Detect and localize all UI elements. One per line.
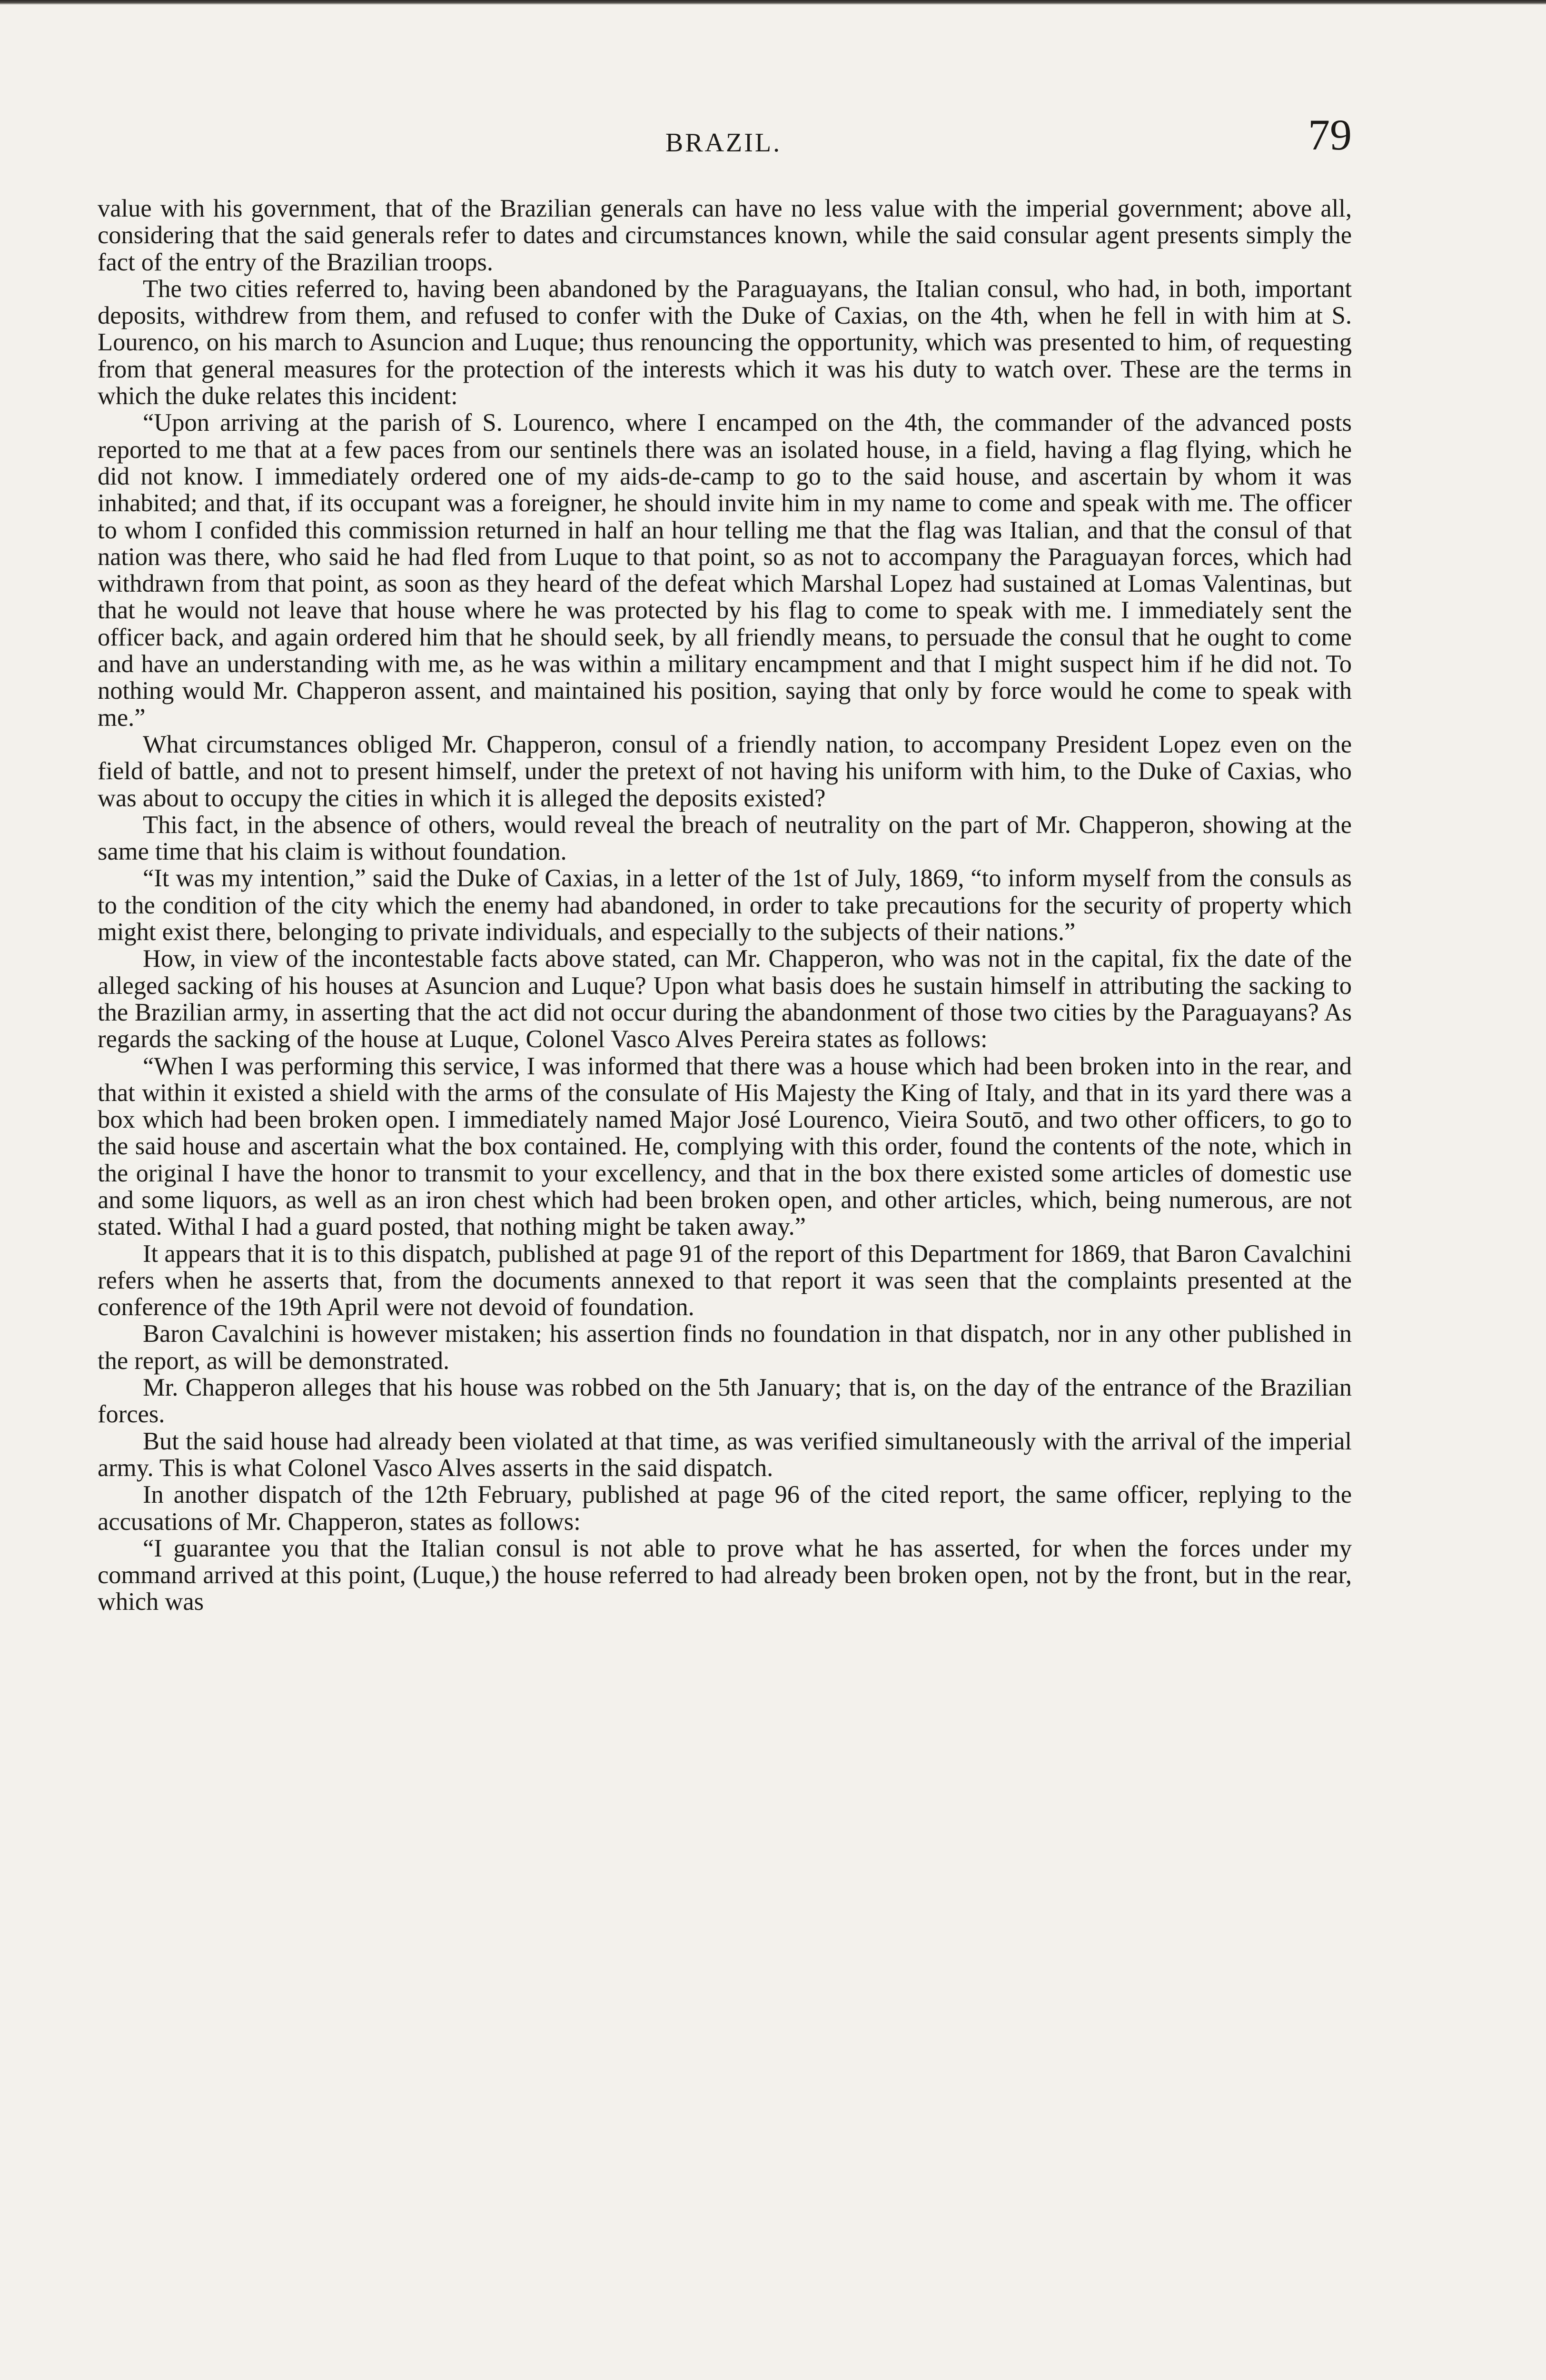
paragraph: How, in view of the incontestable facts above stated, can Mr. Chapperon, who was not in the capital, fix the date of the alleged sacking of his houses at Asuncion and Luque? Upon what basis does he sustain himself in attributing the sacking to the Brazilian army, in asserting that the act did not occur during the abandonment of those two cities by the Paraguayans? As regards the sacking of the house at Luque, Colonel Vasco Alves Pereira states as follows: [98,945,1352,1053]
quoted-paragraph: “Upon arriving at the parish of S. Lourenco, where I encamped on the 4th, the commander of the advanced posts reported to me that at a few paces from our sentinels there was an isolated house, in a field, having a flag flying, which he did not know. I immediately ordered one of my aids-de-camp to go to the said house, and ascertain by whom it was inhabited; and that, if its occupant was a foreigner, he should invite him in my name to come and speak with me. The officer to whom I confided this commission returned in half an hour telling me that the flag was Italian, and that the consul of that nation was there, who said he had fled from Luque to that point, so as not to accompany the Paraguayan forces, which had withdrawn from that point, as soon as they heard of the defeat which Marshal Lopez had sustained at Lomas Valentinas, but that he would not leave that house where he was protected by his flag to come to speak with me. I immediately sent the officer back, and again ordered him that he should seek, by all friendly means, to persuade the consul that he ought to come and have an understanding with me, as he was within a military encampment and that I might suspect him if he did not. To nothing would Mr. Chapperon assent, and maintained his position, saying that only by force would he come to speak with me.” [98,409,1352,732]
paragraph: It appears that it is to this dispatch, published at page 91 of the report of this Department for 1869, that Baron Cavalchini refers when he asserts that, from the documents annexed to that report it was seen that the complaints presented at the conference of the 19th April were not devoid of foundation. [98,1240,1352,1321]
paragraph: But the said house had already been violated at that time, as was verified simultaneously with the arrival of the imperial army. This is what Colonel Vasco Alves asserts in the said dispatch. [98,1427,1352,1482]
paragraph: In another dispatch of the 12th February, published at page 96 of the cited report, the same officer, replying to the accusations of Mr. Chapperon, states as follows: [98,1481,1352,1536]
quoted-paragraph: “I guarantee you that the Italian consul is not able to prove what he has asserted, for when the forces under my command arrived at this point, (Luque,) the house referred to had already been broken open, not by the front, but in the rear, which was [98,1534,1352,1616]
scan-edge-rule [0,0,1546,5]
paragraph: Baron Cavalchini is however mistaken; his assertion finds no foundation in that dispatch, nor in any other published in the report, as will be demonstrated. [98,1320,1352,1375]
paragraph: What circumstances obliged Mr. Chapperon, consul of a friendly nation, to accompany President Lopez even on the field of battle, and not to present himself, under the pretext of not having his uniform with him, to the Duke of Caxias, who was about to occupy the cities in which it is alleged the deposits existed? [98,730,1352,812]
quoted-paragraph: “When I was performing this service, I was informed that there was a house which had been broken into in the rear, and that within it existed a shield with the arms of the consulate of His Majesty the King of Italy, and that in its yard there was a box which had been broken open. I immediately named Major José Lourenco, Vieira Soutō, and two other officers, to go to the said house and ascertain what the box contained. He, complying with this order, found the contents of the note, which in the original I have the honor to transmit to your excellency, and that in the box there existed some articles of domestic use and some liquors, as well as an iron chest which had been broken open, and other articles, which, being numerous, are not stated. Withal I had a guard posted, that nothing might be taken away.” [98,1052,1352,1241]
page-number: 79 [1308,110,1352,159]
paragraph: Mr. Chapperon alleges that his house was robbed on the 5th January; that is, on the day of the entrance of the Brazilian forces. [98,1374,1352,1428]
body-text [98,195,1352,1616]
paragraph: The two cities referred to, having been abandoned by the Paraguayans, the Italian consul, who had, in both, important deposits, withdrew from them, and refused to confer with the Duke of Caxias, on the 4th, when he fell in with him at S. Lourenco, on his march to Asuncion and Luque; thus renouncing the opportunity, which was presented to him, of requesting from that general measures for the protection of the interests which it was his duty to watch over. These are the terms in which the duke relates this incident: [98,275,1352,410]
page-header [95,109,1352,167]
quoted-paragraph: “It was my intention,” said the Duke of Caxias, in a letter of the 1st of July, 1869, “to inform myself from the consuls as to the condition of the city which the enemy had abandoned, in order to take precautions for the security of property which might exist there, belonging to private individuals, and especially to the subjects of their nations.” [98,864,1352,946]
running-head: BRAZIL. [665,128,782,158]
paragraph: This fact, in the absence of others, would reveal the breach of neutrality on the part of Mr. Chapperon, showing at the same time that his claim is without foundation. [98,811,1352,866]
paragraph-continued: value with his government, that of the Brazilian generals can have no less value with the imperial government; above all, considering that the said generals refer to dates and circumstances known, while the said consular agent presents simply the fact of the entry of the Brazilian troops. [98,195,1352,276]
